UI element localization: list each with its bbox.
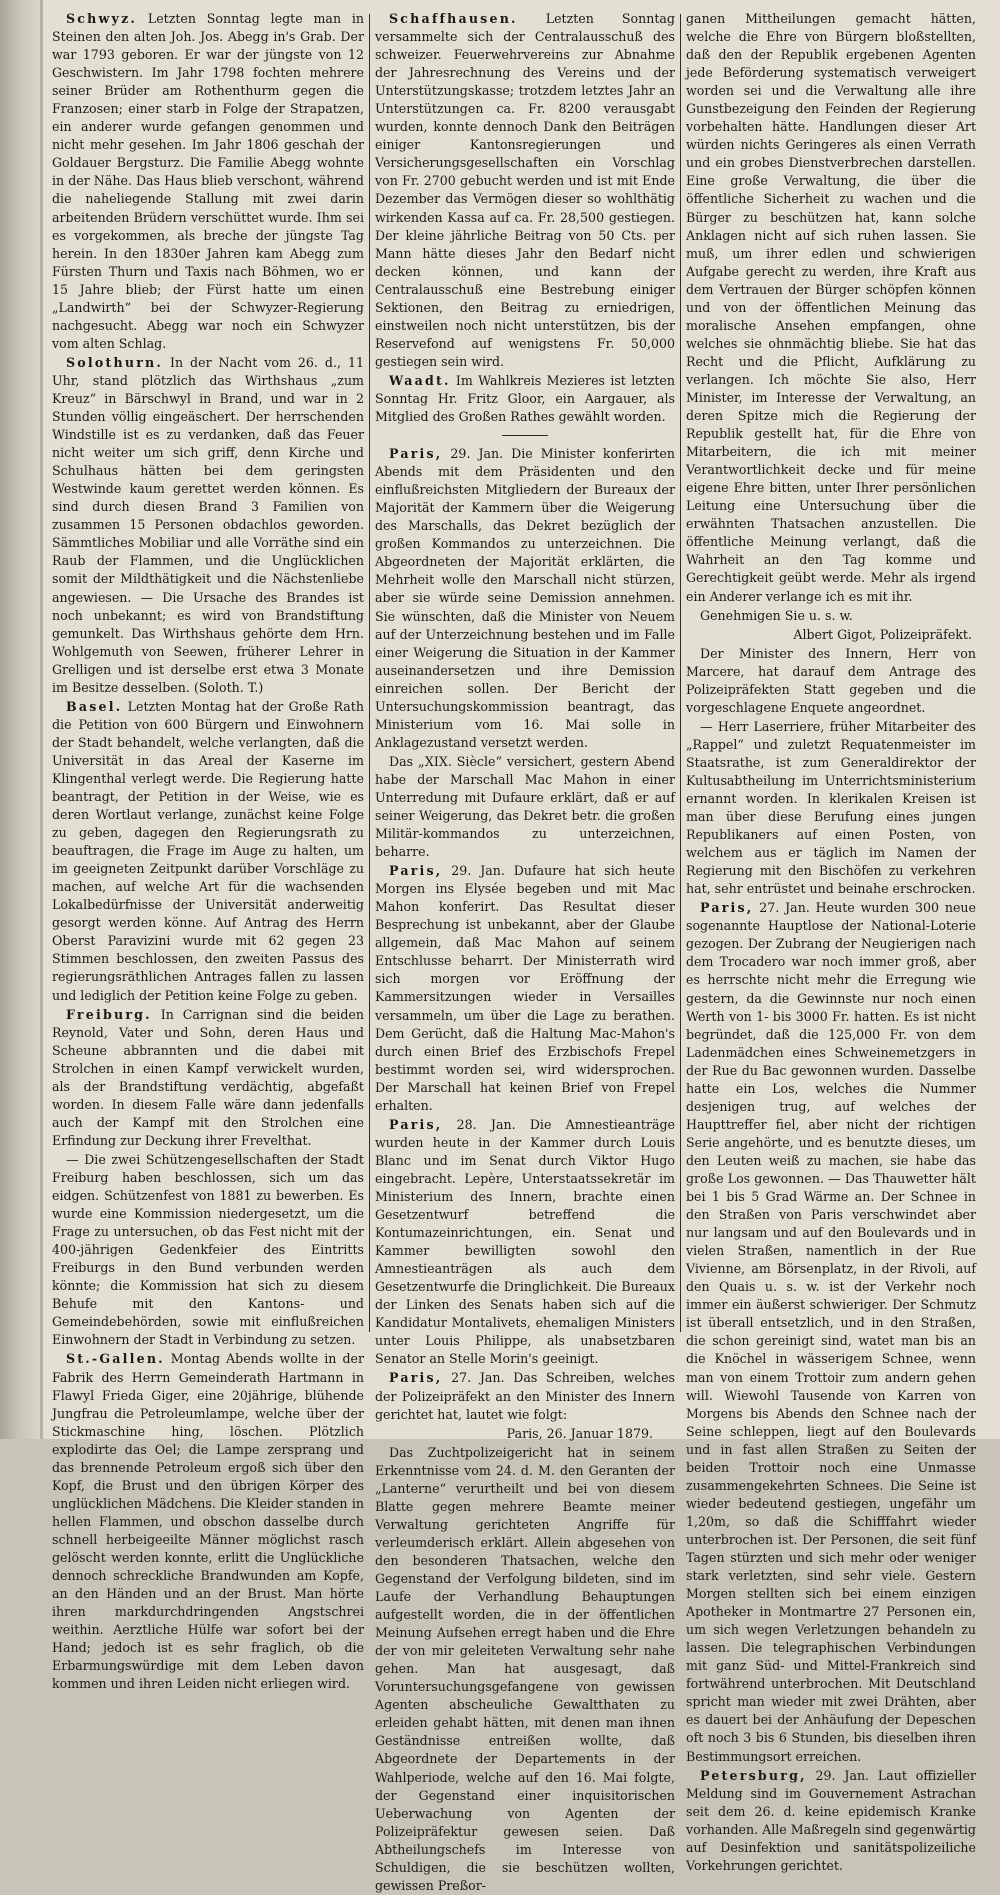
article-text: In der Nacht vom 26. d., 11 Uhr, stand plötzlich das Wirthshaus „zum Kreuz“ in Bärschwyl in Brand, und war in 2 Stunden völlig eingeäschert. Der herrschenden Windstille ist es zu verdanken, daß das Feuer nicht weiter um sich griff, denn Kirche und Schulhaus hätten bei dem geringsten Westwinde kaum gerettet werden können. Es sind durch diesen Brand 3 Familien von zusammen 15 Personen obdachlos geworden. Sämmtliches Mobiliar und alle Vorräthe sind ein Raub der Flammen, und die Unglücklichen somit der Mildthätigkeit und die Nächstenliebe angewiesen. — Die Ursache des Brandes ist noch unbekannt; es wird von Brandstiftung gemunkelt. Das Wirthshaus gehörte dem Hrn. Wohlgemuth von Seewen, früherer Lehrer in Grelligen und ist derselbe erst etwa 3 Monate im Besitze desselben. (Soloth. T.) <box>52 354 364 695</box>
article-paragraph <box>52 1151 364 1350</box>
column-2-top-articles <box>375 10 675 426</box>
article-paragraph <box>52 1350 364 1693</box>
column-rule-1 <box>369 14 370 1332</box>
column-1-articles <box>52 10 364 1693</box>
article-dateline-heading: Waadt. <box>389 372 451 388</box>
section-separator <box>502 435 548 436</box>
article-paragraph <box>375 753 675 861</box>
article-paragraph <box>52 10 364 353</box>
column-rule-2 <box>680 14 681 1332</box>
letter-body-part-2: ganen Mittheilungen gemacht hätten, welche die Ehre von Bürgern bloßstellten, daß den der Republik ergebenen Agenten jede Beförderung systematisch verweigert worden sei und die Verwaltung alle ihre Gunstbezeigung den Feinden der Regierung vorbehalten hätte. Handlungen dieser Art würden nichts Geringeres als einen Verrath und ein grobes Dienstverbrechen darstellen. Eine große Verwaltung, die über die öffentliche Sicherheit zu wachen und die Bürger zu beschützen hat, kann solche Anklagen nicht auf sich ruhen lassen. Sie muß, um ihrer edlen und schwierigen Aufgabe gerecht zu werden, ihre Kraft aus dem Vertrauen der Bürger schöpfen können und von der öffentlichen Meinung das moralische Ansehen empfangen, ohne welches sie ohnmächtig bliebe. Sie hat das Recht und die Pflicht, Aufklärung zu verlangen. Ich möchte Sie also, Herr Minister, im Interesse der Verwaltung, an deren Spitze mich die Regierung der Republik gestellt hat, für die Ehre von Mitarbeitern, die ich mit meiner Verantwortlichkeit decke und für meine eigene Ehre bitten, unter Ihrer persönlichen Leitung eine Untersuchung über die erwähnten Thatsachen anzustellen. Die öffentliche Meinung verlangt, daß die Wahrheit an den Tag komme und Gerechtigkeit geübt werde. Mehr als irgend ein Anderer verlange ich es mit ihr. <box>686 11 976 604</box>
letter-signature: Albert Gigot, Polizeipräfekt. <box>793 626 972 642</box>
column-2-bottom-articles <box>375 445 675 1424</box>
article-paragraph <box>375 10 675 371</box>
letter-dateline: Paris, 26. Januar 1879. <box>506 1425 653 1441</box>
article-text: 29. Jan. Dufaure hat sich heute Morgen ins Elysée begeben und mit Mac Mahon konferirt. Das Resultat dieser Besprechung ist unbekannt, aber der Glaube allgemein, daß Mac Mahon auf seinem Entschlusse beharrt. Der Ministerrath wird sich morgen vor Eröffnung der Kammersitzungen wieder in Versailles versammeln, um über die Lage zu berathen. Dem Gerücht, daß die Haltung Mac-Mahon's durch einen Brief des Erzbischofs Frepel bestimmt worden sei, wird widersprochen. Der Marschall hat keinen Brief von Frepel erhalten. <box>375 863 675 1113</box>
article-text: In Carrignan sind die beiden Reynold, Vater und Sohn, deren Haus und Scheune abbrannten und die dabei mit Strolchen in einen Kampf verwickelt wurden, als der Brandstiftung verdächtig, abgefaßt worden. In diesem Falle wäre dann jedenfalls auch der Kampf mit den Strolchen eine Erfindung zur Deckung ihrer Frevelthat. <box>52 1006 364 1148</box>
article-text: Das „XIX. Siècle“ versichert, gestern Abend habe der Marschall Mac Mahon in einer Unterredung mit Dufaure erklärt, daß er auf seiner Weigerung, das Dekret betr. die großen Militär-kommandos zu unterzeichnen, beharre. <box>375 753 675 860</box>
article-text: 27. Jan. Das Schreiben, welches der Polizeipräfekt an den Minister des Innern gerichtet hat, lautet wie folgt: <box>375 1370 675 1422</box>
article-text: Der Minister des Innern, Herr von Marcere, hat darauf dem Antrage des Polizeipräfekten Statt gegeben und die vorgeschlagene Enquete angeordnet. <box>686 645 976 715</box>
article-paragraph <box>686 645 976 717</box>
column-2 <box>375 10 675 1893</box>
column-3 <box>686 10 976 1873</box>
article-paragraph <box>375 445 675 752</box>
article-paragraph <box>375 862 675 1115</box>
article-text: Letzten Montag hat der Große Rath die Petition von 600 Bürgern und Einwohnern der Stadt behandelt, welche verlangten, daß die Universität in das Areal der Kaserne im Klingenthal verlegt werde. Die Regierung hatte beantragt, der Petition in der Weise, wie es deren Wortlaut verlange, zunächst keine Folge zu geben, dagegen den Regierungsrath zu beauftragen, die Frage im Auge zu halten, um im geeigneten Zeitpunkt darüber Vorschläge zu machen, auf welche Art für die wachsenden Lokalbedürfnisse der Universität anderweitig gesorgt werden könne. Auf Antrag des Herrn Oberst Paravizini wurde mit 62 gegen 23 Stimmen beschlossen, den zweiten Passus des regierungsräthlichen Antrages fallen zu lassen und lediglich der Petition keine Folge zu geben. <box>52 698 364 1003</box>
article-text: Letzten Sonntag legte man in Steinen den alten Joh. Jos. Abegg in's Grab. Der war 1793 geboren. Er war der jüngste von 12 Geschwistern. Im Jahr 1798 fochten mehrere seiner Brüder am Rothenthurm gegen die Franzosen; einer starb in Folge der Strapatzen, ein anderer wurde gefangen genommen und nicht mehr gesehen. Im Jahr 1806 geschah der Goldauer Bergsturz. Die Familie Abegg wohnte in der Nähe. Das Haus blieb verschont, während die naheliegende Stallung mit zwei darin arbeitenden Brüdern verschüttet wurde. Ihm sei es vorgekommen, als breche der jüngste Tag herein. In den 1830er Jahren kam Abegg zum Fürsten Thurn und Taxis nach Böhmen, wo er 15 Jahre blieb; der Fürst hatte um einen „Landwirth“ bei der Schwyzer-Regierung nachgesucht. Abegg war noch ein Schwyzer vom alten Schlag. <box>52 11 364 351</box>
article-dateline-heading: Schaffhausen. <box>389 11 518 26</box>
article-text: 28. Jan. Die Amnestieanträge wurden heute in der Kammer durch Louis Blanc und im Senat durch Viktor Hugo eingebracht. Lepère, Unterstaatssekretär im Ministerium des Innern, brachte einen Gesetzentwurf betreffend die Kontumazeinrichtungen, ein. Senat und Kammer bewilligten sowohl den Amnestieanträgen als auch dem Gesetzentwurfe die Dringlichkeit. Die Bureaux der Linken des Senats haben sich auf die Kandidatur Montalivets, ehemaligen Ministers unter Louis Philippe, als unabsetzbaren Senator an Stelle Morin's geeinigt. <box>375 1116 675 1367</box>
column-1 <box>52 10 364 1692</box>
article-paragraph <box>375 1369 675 1423</box>
article-text: Im Wahlkreis Mezieres ist letzten Sonntag Hr. Fritz Gloor, ein Aargauer, als Mitglied des Großen Rathes gewählt worden. <box>375 372 675 425</box>
article-dateline-heading: Paris, <box>389 1116 443 1132</box>
article-dateline-heading: Solothurn. <box>66 354 163 370</box>
article-paragraph <box>52 354 364 697</box>
article-dateline-heading: Paris, <box>389 446 443 462</box>
article-dateline-heading: Basel. <box>66 698 123 714</box>
article-paragraph <box>686 899 976 1765</box>
article-text: 27. Jan. Heute wurden 300 neue sogenannte Hauptlose der National-Loterie gezogen. Der Zubrang der Neugierigen nach dem Trocadero war noch immer groß, aber es herrschte nicht mehr die Erregung wie gestern, da die Gewinnste nur noch einen Werth von 1- bis 3000 Fr. hatten. Es ist nicht begründet, daß die 125,000 Fr. von dem Ladenmädchen eines Schweinemetzgers in der Rue du Bac gewonnen wurden. Dasselbe hatte ein Los, welches die Nummer desjenigen trug, auf welches der Haupttreffer fiel, aber nicht der richtigen Serie angehörte, und es benutzte dieses, um den Leuten weiß zu machen, sie habe das große Los gewonnen. — Das Thauwetter hält bei 1 bis 5 Grad Wärme an. Der Schnee in den Straßen von Paris verschwindet aber nur langsam und auf den Boulevards und in vielen Straßen, namentlich in der Rue Vivienne, am Börsenplatz, in der Rivoli, auf den Quais u. s. w. ist der Verkehr noch immer ein äußerst schwieriger. Der Schmutz ist überall entsetzlich, und in den Straßen, die schon gereinigt sind, watet man bis an die Knöchel in wässerigem Schnee, wenn man von einem Trottoir zum andern gehen will. Wiewohl Tausende von Karren von Morgens bis Abends den Schnee nach der Seine schleppen, liegt auf den Boulevards und in fast allen Straßen zu Seiten der beiden Trottoir noch eine Unmasse zusammengekehrten Schnees. Die Seine ist wieder bedeutend gestiegen, ungefähr um 1,20m, so daß die Schifffahrt wieder unterbrochen ist. Der Personen, die seit fünf Tagen stürzten und sich mehr oder weniger stark verletzten, sind sehr viele. Gestern Morgen stellten sich bei einem einzigen Apotheker in Montmartre 27 Personen ein, um sich wegen Verletzungen behandeln zu lassen. Die telegraphischen Verbindungen mit ganz Süd- und Mittel-Frankreich sind fortwährend unterbrochen. Mit Deutschland spricht man wieder mit zwei Drähten, aber es dauert bei der Anhäufung der Depeschen oft noch 3 bis 6 Stunden, bis dieselben ihren Bestimmungsort erreichen. <box>686 900 976 1764</box>
article-text: 29. Jan. Laut offizieller Meldung sind im Gouvernement Astrachan seit dem 26. d. keine epidemisch Kranke vorhanden. Alle Maßregeln sind gegenwärtig auf Desinfektion und sanitätspolizeiliche Vorkehrungen gerichtet. <box>686 1767 976 1873</box>
article-text: — Die zwei Schützengesellschaften der Stadt Freiburg haben beschlossen, sich um das eidgen. Schützenfest von 1881 zu bewerben. Es wurde eine Kommission niedergesetzt, um die Frage zu untersuchen, ob das Fest nicht mit der 400-jährigen Gedenkfeier des Eintritts Freiburgs in den Bund verbunden werden könnte; die Kommission hat sich zu diesem Behufe mit den Kantons- und Gemeindebehörden, sowie mit einflußreichen Einwohnern der Stadt in Verbindung zu setzen. <box>52 1151 364 1348</box>
column-3-articles <box>686 645 976 1875</box>
article-paragraph <box>375 372 675 426</box>
article-dateline-heading: St.-Gallen. <box>66 1351 165 1367</box>
article-dateline-heading: Paris, <box>700 900 754 916</box>
article-paragraph <box>375 1116 675 1369</box>
article-text: — Herr Laserriere, früher Mitarbeiter des „Rappel“ und zuletzt Requatenmeister im Staatsrathe, ist zum Generaldirektor der Kultusabtheilung im Unterrichtsministerium ernannt worden. In klerikalen Kreisen ist man über diese Berufung eines jungen Republikaners auf einen Posten, von welchem aus er täglich im Namen der Regierung mit den Bischöfen zu verkehren hat, sehr entrüstet und beinahe erschrocken. <box>686 718 976 897</box>
article-dateline-heading: Paris, <box>389 1370 443 1386</box>
article-dateline-heading: Freiburg. <box>66 1006 152 1022</box>
page-fold-shadow <box>0 0 42 1439</box>
article-text: Montag Abends wollte in der Fabrik des Herrn Gemeinderath Hartmann in Flawyl Frieda Giger, eine 20jährige, blühende Jungfrau die Petroleumlampe, welche über der Stickmaschine hing, löschen. Plötzlich explodirte das Oel; die Lampe zersprang und das brennende Petroleum ergoß sich über den Kopf, die Brust und den übrigen Körper des unglücklichen Mädchens. Die Kleider standen in hellen Flammen, und obschon dasselbe durch schnell herbeigeeilte Männer möglichst rasch gelöscht werden konnte, erlitt die Unglückliche dennoch schreckliche Brandwunden am Kopfe, an den Händen und an der Brust. Man hörte ihren markdurchdringenden Angstschrei weithin. Aerztliche Hülfe war sofort bei der Hand; jedoch ist es sehr fraglich, ob die Erbarmungswürdige mit dem Leben davon kommen und ihren Leiden nicht erliegen wird. <box>52 1351 364 1692</box>
letter-body-part-1: Das Zuchtpolizeigericht hat in seinem Erkenntnisse vom 24. d. M. den Geranten der „Lanterne“ verurtheilt und bei von diesem Blatte gegen mehrere Beamte meiner Verwaltung gerichteten Angriffe für verleumderisch erklärt. Allein abgesehen von den besonderen Thatsachen, welche den Gegenstand der Verfolgung bildeten, sind im Laufe der Verhandlung Behauptungen aufgestellt worden, die in der öffentlichen Meinung Aufsehen erregt haben und die Ehre der von mir geleiteten Verwaltung sehr nahe gehen. Man hat ausgesagt, daß Voruntersuchungsgefangene von gewissen Agenten abscheuliche Gewaltthaten zu erleiden gehabt hätten, mit denen man ihnen Geständnisse entreißen wollte, daß Abgeordnete der Departements in der Wahlperiode, welche auf den 16. Mai folgte, der Gegenstand einer inquisitorischen Ueberwachung von Agenten der Polizeipräfektur gewesen seien. Daß Abtheilungschefs im Interesse von Schuldigen, die sie beschützen wollten, gewissen Preßor- <box>375 1444 675 1893</box>
article-paragraph <box>52 1006 364 1150</box>
article-paragraph <box>686 718 976 898</box>
article-paragraph <box>686 1767 976 1875</box>
article-text: 29. Jan. Die Minister konferirten Abends mit dem Präsidenten und den einflußreichsten Mitgliedern der Bureaux der Majorität der Kammern über die Weigerung des Marschalls, das Dekret bezüglich der großen Kommandos zu unterzeichnen. Die Abgeordneten der Majorität erklärten, die Mehrheit wolle den Marschall nicht stürzen, aber sie würde seine Demission annehmen. Sie wünschten, daß die Minister von Neuem auf der Unterzeichnung bestehen und im Falle einer Weigerung die Situation in der Kammer auseinandersetzen und ihre Demission einreichen sollen. Der Bericht der Untersuchungskommission beantragt, das Ministerium vom 16. Mai solle in Anklagezustand versetzt werden. <box>375 446 675 750</box>
article-text: Letzten Sonntag versammelte sich der Centralausschuß des schweizer. Feuerwehrvereins zur Abnahme der Jahresrechnung des Vereins und der Unterstützungskasse; trotzdem letztes Jahr an Unterstützungen ca. Fr. 8200 verausgabt wurden, konnte dennoch Dank den Beiträgen einiger Kantonsregierungen und Versicherungsgesellschaften ein Vorschlag von Fr. 2700 gebucht werden und ist mit Ende Dezember das Vermögen dieser so wohlthätig wirkenden Kassa auf ca. Fr. 28,500 gestiegen. Der kleine jährliche Beitrag von 50 Cts. per Mann hätte dieses Jahr den Bedarf nicht decken können, und kann der Centralausschuß eine Bestrebung einiger Sektionen, den Beitrag zu erniedrigen, einstweilen noch nicht unterstützen, bis der Reservefond auf wenigstens Fr. 50,000 gestiegen sein wird. <box>375 11 675 369</box>
article-dateline-heading: Paris, <box>389 863 443 879</box>
letter-greeting: Genehmigen Sie u. s. w. <box>700 607 853 623</box>
page-fold-edge <box>40 0 43 1439</box>
article-dateline-heading: Petersburg, <box>700 1767 807 1783</box>
article-paragraph <box>52 698 364 1005</box>
article-dateline-heading: Schwyz. <box>66 11 138 26</box>
